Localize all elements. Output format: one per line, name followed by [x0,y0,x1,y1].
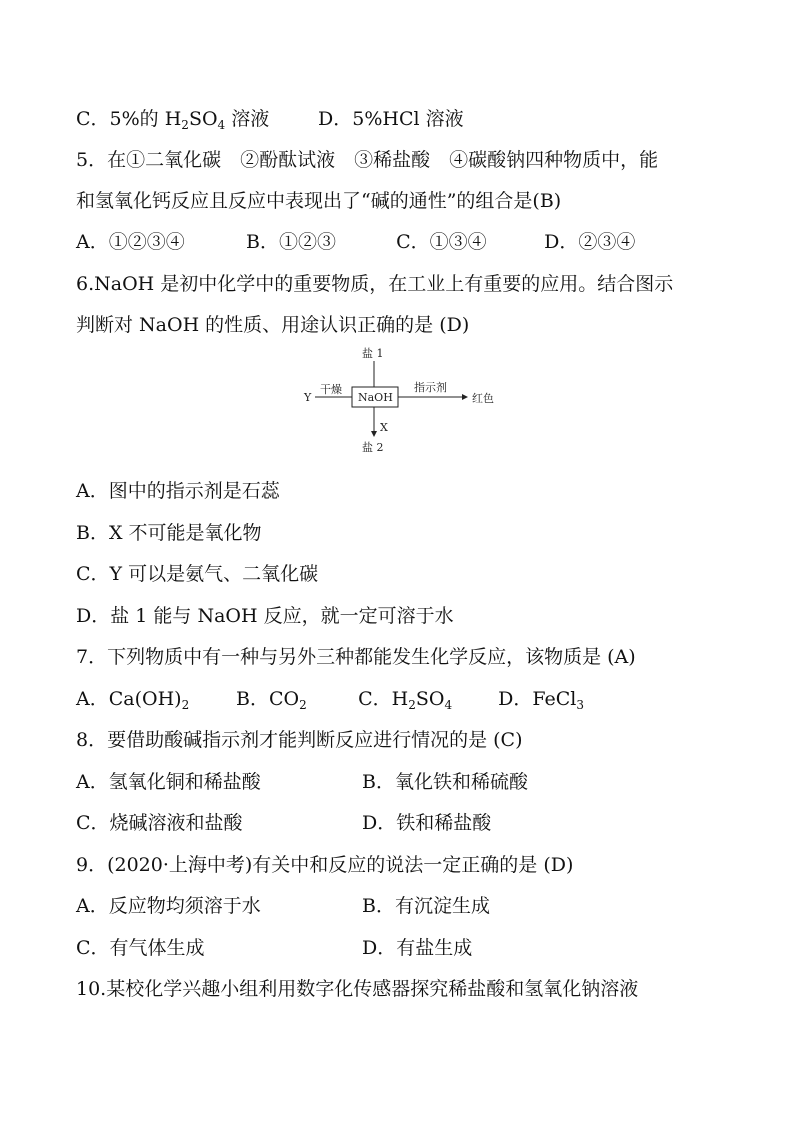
diagram-left-end: Y [304,391,312,404]
q8-stem: 8．要借助酸碱指示剂才能判断反应进行情况的是 (C) [76,729,523,751]
q4-options-line [76,106,464,132]
q5-option-d: D．②③④ [544,231,636,253]
q6-option-a: A．图中的指示剂是石蕊 [76,480,280,502]
q7-option-a: A．$Ca(OH)_2$ [76,688,190,712]
q6-option-c: C．Y 可以是氨气、二氧化碳 [76,563,319,585]
q8-option-c: C．烧碱溶液和盐酸 [76,812,243,834]
q8-options-line2 [76,810,491,836]
q5-option-c: C．①③④ [396,231,487,253]
q7-stem: 7．下列物质中有一种与另外三种都能发生化学反应，该物质是 (A) [76,646,636,668]
q6-stem-line1: 6.NaOH 是初中化学中的重要物质，在工业上有重要的应用。结合图示 [76,273,674,295]
q6-option-b: B．X 不可能是氧化物 [76,522,262,544]
diagram-down-arrowhead [371,431,377,437]
q5-option-a: A．①②③④ [76,231,185,253]
q8-option-a: A．氢氧化铜和稀盐酸 [76,771,261,793]
naoh-reaction-diagram [296,345,506,457]
diagram-down-arrow-label: X [380,421,388,434]
q7-option-b: B．$CO_2$ [236,688,307,712]
q8-option-b: B．氧化铁和稀硫酸 [362,771,529,793]
q9-option-d: D．有盐生成 [362,937,473,959]
q9-option-a: A．反应物均须溶于水 [76,895,261,917]
q5-stem-line1: 5．在①二氧化碳 ②酚酞试液 ③稀盐酸 ④碳酸钠四种物质中，能 [76,149,659,171]
q9-option-b: B．有沉淀生成 [362,895,491,917]
q4-option-d: D．5%HCl 溶液 [318,108,464,130]
q4-option-c: C．5%的 $H_2SO_4$ 溶液 [76,108,270,132]
diagram-right-arrowhead [462,394,468,400]
diagram-left-arrow-label: 干燥 [320,383,342,396]
q9-stem: 9．(2020·上海中考)有关中和反应的说法一定正确的是 (D) [76,854,574,876]
q10-stem-line1: 10.某校化学兴趣小组利用数字化传感器探究稀盐酸和氢氧化钠溶液 [76,978,639,1000]
q7-option-d: D．FeCl$_3$ [498,688,585,712]
q6-option-d: D．盐 1 能与 NaOH 反应，就一定可溶于水 [76,605,454,627]
q7-option-c: C．$H_2SO_4$ [358,688,453,712]
q8-option-d: D．铁和稀盐酸 [362,812,492,834]
q7-options-line [76,686,584,712]
diagram-center-label: NaOH [358,391,393,404]
q6-stem-line2: 判断对 NaOH 的性质、用途认识正确的是 (D) [76,314,470,336]
diagram-top-label: 盐 1 [362,347,384,360]
diagram-right-arrow-label: 指示剂 [414,381,447,394]
diagram-right-end: 红色 [472,392,494,405]
q5-options-line [76,229,635,255]
q9-options-line2 [76,935,472,961]
q5-option-b: B．①②③ [246,231,337,253]
q5-stem-line2: 和氢氧化钙反应且反应中表现出了“碱的通性”的组合是(B) [76,190,562,212]
q9-options-line1 [76,893,490,919]
diagram-bottom-label: 盐 2 [362,441,384,454]
q9-option-c: C．有气体生成 [76,937,205,959]
q8-options-line1 [76,769,528,795]
